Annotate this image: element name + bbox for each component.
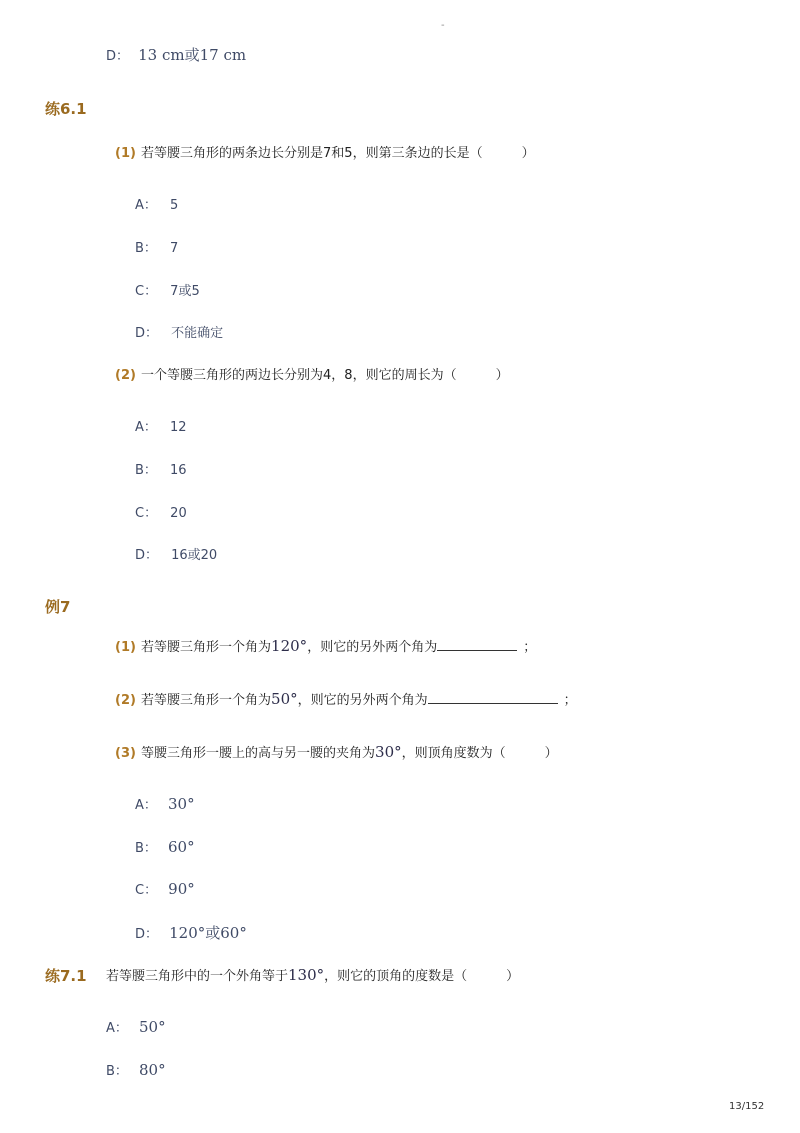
option-d[interactable] xyxy=(135,922,247,943)
question-7-3 xyxy=(115,742,558,761)
option-letter: D： xyxy=(106,49,130,64)
option-letter: A： xyxy=(135,798,157,813)
option-a[interactable] xyxy=(135,416,187,435)
option-text: 50° xyxy=(139,1018,166,1036)
section-title-practice-7-1: 练7.1 xyxy=(45,967,87,985)
option-letter: A： xyxy=(135,420,157,435)
option-text: 30° xyxy=(168,795,195,813)
question-math: 30° xyxy=(375,743,402,761)
option-b[interactable] xyxy=(135,837,195,856)
option-letter: B： xyxy=(135,841,157,856)
answer-blank[interactable] xyxy=(437,638,517,651)
question-number: (1) xyxy=(115,640,136,655)
option-d[interactable] xyxy=(135,544,217,563)
option-letter: B： xyxy=(106,1064,128,1079)
option-b[interactable] xyxy=(135,459,187,478)
option-c[interactable] xyxy=(135,879,195,898)
option-text: 16 xyxy=(170,463,187,478)
option-text: 120°或60° xyxy=(169,924,247,942)
prev-option-d[interactable] xyxy=(106,44,246,65)
question-number: (2) xyxy=(115,693,136,708)
option-text: 7 xyxy=(170,241,179,256)
option-letter: B： xyxy=(135,241,157,256)
option-text: 5 xyxy=(170,198,179,213)
option-letter: D： xyxy=(135,927,159,942)
question-6-1-2 xyxy=(115,364,509,383)
option-letter: D： xyxy=(135,548,159,563)
question-number: (2) xyxy=(115,368,136,383)
option-text: 20 xyxy=(170,506,187,521)
option-b[interactable] xyxy=(106,1060,166,1079)
question-text: 若等腰三角形一个角为 xyxy=(141,640,272,655)
option-text: 不能确定 xyxy=(171,326,224,341)
option-text: 60° xyxy=(168,838,195,856)
option-letter: C： xyxy=(135,284,158,299)
question-text: 一个等腰三角形的两边长分别为4，8，则它的周长为（ ） xyxy=(141,368,509,383)
option-a[interactable] xyxy=(135,794,195,813)
option-letter: D： xyxy=(135,326,159,341)
option-text: 7或5 xyxy=(170,284,200,299)
question-text: 等腰三角形一腰上的高与另一腰的夹角为 xyxy=(141,746,376,761)
question-math: 130° xyxy=(288,966,325,984)
question-number: (3) xyxy=(115,746,136,761)
page-number: 13/152 xyxy=(729,1101,765,1112)
option-letter: A： xyxy=(106,1021,128,1036)
answer-blank[interactable] xyxy=(428,691,558,704)
question-7-1-practice xyxy=(106,965,519,984)
question-end: ； xyxy=(523,640,537,655)
option-b[interactable] xyxy=(135,237,178,256)
option-letter: B： xyxy=(135,463,157,478)
question-7-2 xyxy=(115,689,577,708)
question-text: 若等腰三角形一个角为 xyxy=(141,693,272,708)
option-text: 90° xyxy=(168,880,195,898)
question-6-1-1 xyxy=(115,142,535,161)
question-math: 120° xyxy=(271,637,308,655)
section-title-practice-6-1: 练6.1 xyxy=(45,100,87,118)
question-text-after: ，则它的另外两个角为 xyxy=(307,640,438,655)
option-letter: C： xyxy=(135,883,158,898)
option-a[interactable] xyxy=(106,1017,166,1036)
option-text: 13 cm或17 cm xyxy=(138,46,247,64)
header-mark: - xyxy=(441,20,445,31)
option-text: 12 xyxy=(170,420,187,435)
question-text-after: ，则顶角度数为（ ） xyxy=(401,746,558,761)
option-a[interactable] xyxy=(135,194,178,213)
question-math: 50° xyxy=(271,690,298,708)
option-letter: A： xyxy=(135,198,157,213)
option-text: 80° xyxy=(139,1061,166,1079)
question-text-after: ，则它的顶角的度数是（ ） xyxy=(324,969,520,984)
option-c[interactable] xyxy=(135,280,200,299)
option-c[interactable] xyxy=(135,502,187,521)
option-d[interactable] xyxy=(135,322,223,341)
question-text: 若等腰三角形的两条边长分别是7和5，则第三条边的长是（ ） xyxy=(141,146,535,161)
question-7-1 xyxy=(115,636,536,655)
option-text: 16或20 xyxy=(171,548,218,563)
question-text: 若等腰三角形中的一个外角等于 xyxy=(106,969,289,984)
question-end: ； xyxy=(563,693,577,708)
section-title-example-7: 例7 xyxy=(45,598,71,616)
question-number: (1) xyxy=(115,146,136,161)
option-letter: C： xyxy=(135,506,158,521)
question-text-after: ，则它的另外两个角为 xyxy=(297,693,428,708)
